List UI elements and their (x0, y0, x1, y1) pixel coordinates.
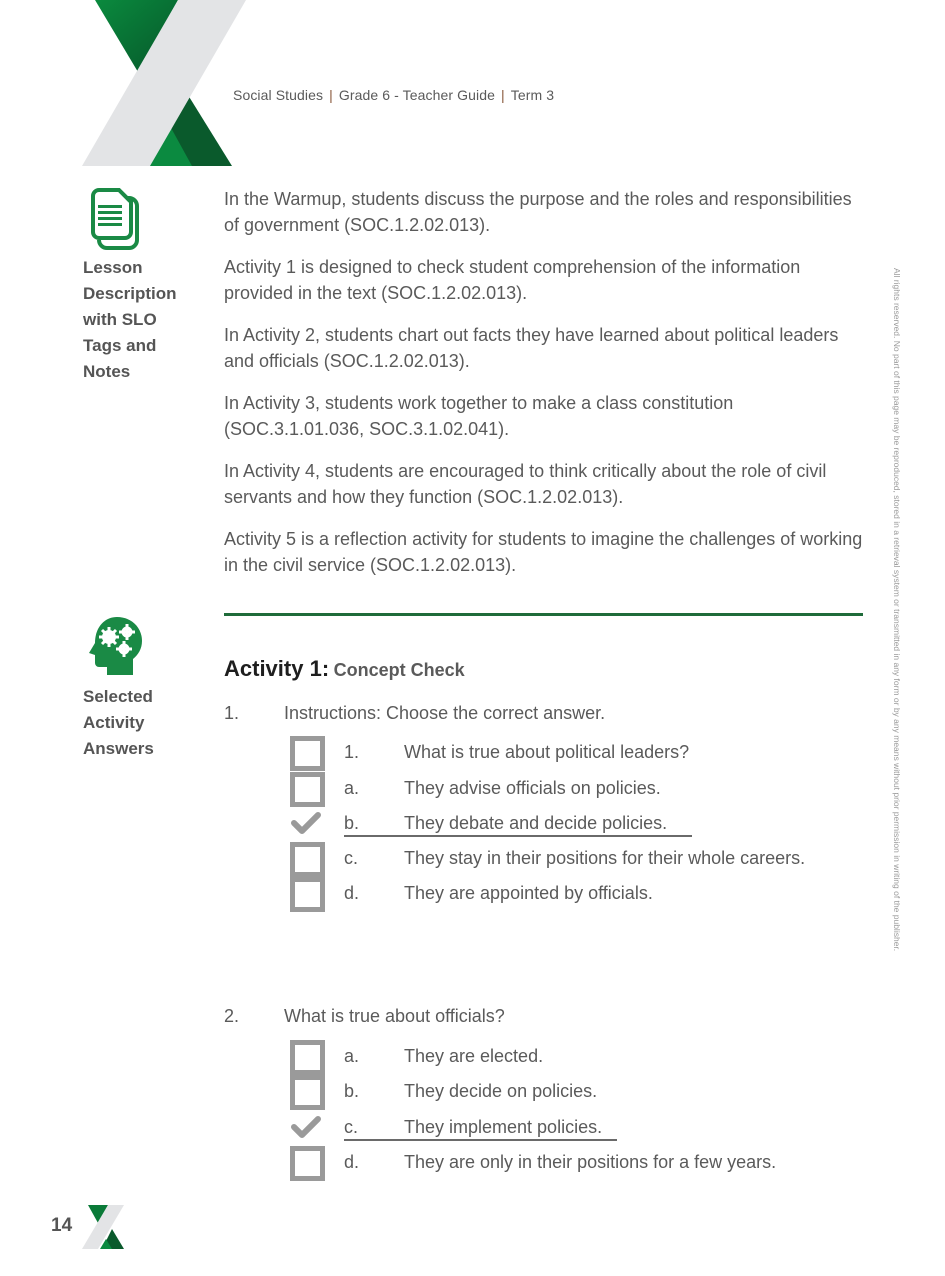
option-letter: b. (344, 1081, 360, 1101)
option-row-correct[interactable] (290, 807, 850, 842)
header-subject: Social Studies (233, 87, 324, 103)
header-breadcrumb (233, 87, 554, 103)
option-row[interactable] (290, 842, 850, 877)
option-letter: d. (344, 1152, 360, 1172)
label-line: Activity (83, 713, 145, 732)
checkbox[interactable] (290, 772, 325, 807)
copyright-notice: All rights reserved. No part of this page may be reproduced, stored in a retrieval system or transmitted in any form or by any means without prior permission in writing of the publisher. (892, 268, 902, 952)
option-text: They debate and decide policies. (404, 813, 668, 833)
checkbox[interactable] (290, 1040, 325, 1075)
option-letter: c. (344, 848, 359, 868)
option-row[interactable] (290, 1146, 850, 1181)
question-number: 1. (344, 742, 360, 762)
question-text: What is true about officials? (284, 1006, 505, 1026)
activity-title (224, 656, 465, 682)
header-grade: Grade 6 - Teacher Guide (338, 87, 496, 103)
description-paragraph: In Activity 2, students chart out facts they have learned about political leaders and officials (SOC.1.2.02.013). (224, 325, 839, 371)
option-row[interactable] (290, 772, 850, 807)
label-line: Tags and (83, 336, 157, 355)
label-line: Lesson (83, 258, 143, 277)
header-separator: | (329, 87, 333, 103)
option-text: They are only in their positions for a few years. (404, 1152, 777, 1172)
option-letter: a. (344, 778, 360, 798)
option-letter: c. (344, 1117, 359, 1137)
description-paragraph: Activity 5 is a reflection activity for students to imagine the challenges of working in the civil service (SOC.1.2.02.013). (224, 529, 863, 575)
answer-underline (344, 1139, 617, 1141)
checkbox[interactable] (290, 1075, 325, 1110)
checkbox[interactable] (290, 1146, 325, 1181)
option-letter: b. (344, 813, 360, 833)
instruction-text: Instructions: Choose the correct answer. (284, 703, 606, 723)
page-number: 14 (51, 1215, 73, 1236)
option-text: They are appointed by officials. (404, 883, 653, 903)
option-row[interactable] (290, 877, 850, 912)
lesson-description-label (83, 255, 198, 385)
header-term: Term 3 (510, 87, 555, 103)
document-icon (87, 188, 143, 250)
label-line: Answers (83, 739, 154, 758)
publisher-logo-small (82, 1205, 126, 1251)
section-divider (224, 613, 863, 616)
label-line: with SLO (83, 310, 157, 329)
question-number: 2. (224, 1006, 240, 1026)
checkmark-icon[interactable] (290, 1113, 322, 1141)
description-paragraph: In Activity 4, students are encouraged to think critically about the role of civil servants and how they function (SOC.1.2.02.013). (224, 461, 827, 507)
lesson-description-sidebar (83, 188, 198, 385)
checkbox[interactable] (290, 736, 325, 771)
activity-number: Activity 1: (224, 656, 330, 681)
activity-name: Concept Check (333, 660, 465, 680)
label-line: Description (83, 284, 177, 303)
header-separator: | (501, 87, 505, 103)
checkmark-icon[interactable] (290, 809, 322, 837)
question-text: What is true about political leaders? (404, 742, 690, 762)
head-gears-icon (87, 615, 145, 677)
selected-answers-label (83, 684, 198, 762)
checkbox[interactable] (290, 842, 325, 877)
option-text: They advise officials on policies. (404, 778, 661, 798)
question-1-row (290, 736, 850, 771)
option-text: They stay in their positions for their whole careers. (404, 848, 806, 868)
label-line: Notes (83, 362, 131, 381)
option-row-correct[interactable] (290, 1111, 850, 1146)
option-letter: a. (344, 1046, 360, 1066)
lesson-description-text (224, 186, 864, 594)
checkbox[interactable] (290, 877, 325, 912)
option-text: They implement policies. (404, 1117, 603, 1137)
option-row[interactable] (290, 1040, 850, 1075)
option-row[interactable] (290, 1075, 850, 1110)
option-text: They decide on policies. (404, 1081, 598, 1101)
publisher-logo (80, 0, 250, 168)
description-paragraph: In Activity 3, students work together to make a class constitution (SOC.3.1.01.036, SOC.3.1.02.041). (224, 393, 734, 439)
option-text: They are elected. (404, 1046, 544, 1066)
answer-underline (344, 835, 692, 837)
option-letter: d. (344, 883, 360, 903)
selected-answers-sidebar (83, 615, 198, 762)
label-line: Selected (83, 687, 153, 706)
description-paragraph: In the Warmup, students discuss the purpose and the roles and responsibilities of government (SOC.1.2.02.013). (224, 189, 852, 235)
description-paragraph: Activity 1 is designed to check student comprehension of the information provided in the text (SOC.1.2.02.013). (224, 257, 801, 303)
instruction-number: 1. (224, 703, 240, 723)
